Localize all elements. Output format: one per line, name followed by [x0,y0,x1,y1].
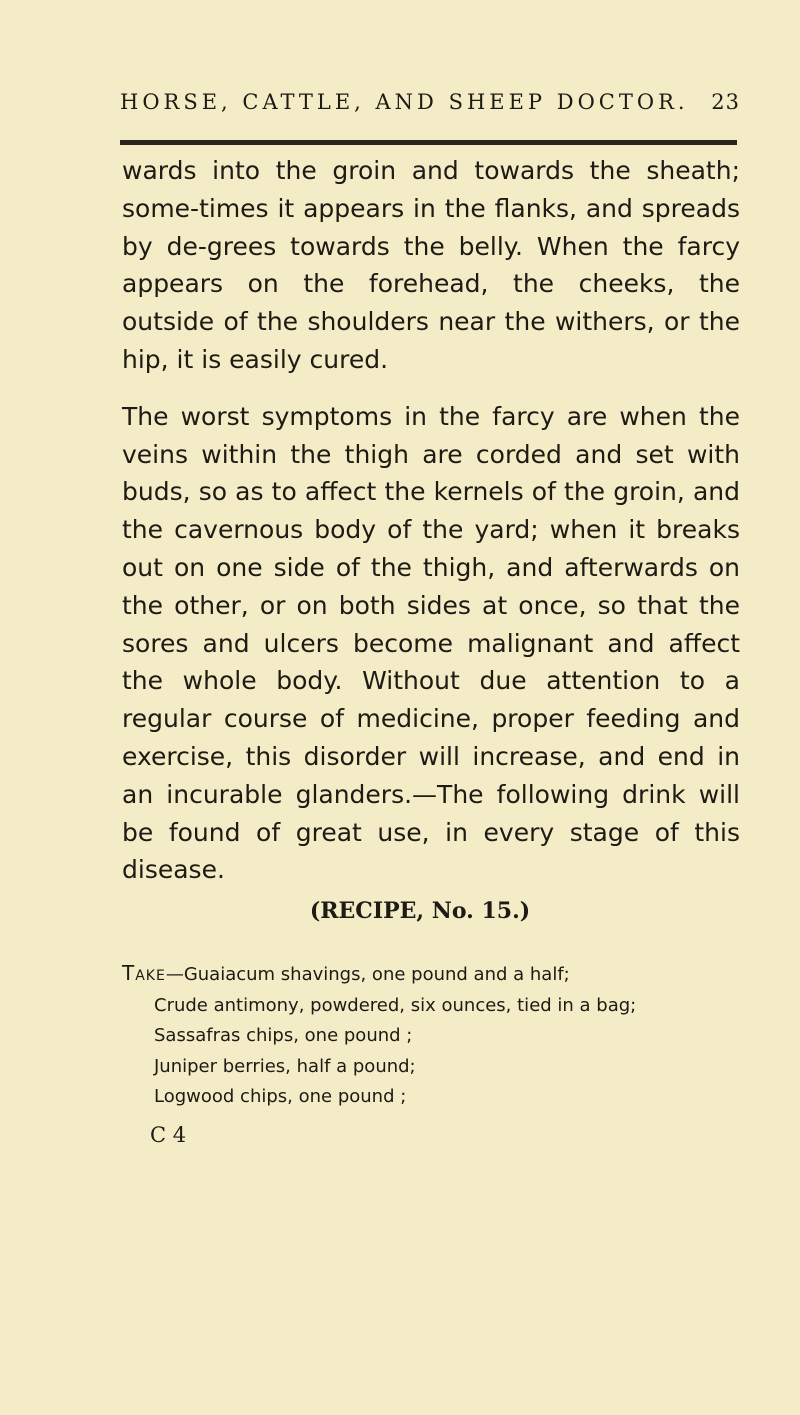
recipe-heading: (RECIPE, No. 15.) [309,898,531,924]
list-item [122,958,762,991]
body-text [122,152,740,889]
paragraph-2: The worst symptoms in the farcy are when the veins within the thigh are corded and set with buds, so as to affect the kernels of the groin, and the cavernous body of the yard; when it breaks out on one side of the thigh, and afterwards on the other, or on both sides at once, so that the sores and ulcers become malignant and affect the whole body. Without due attention to a regular course of medicine, proper feeding and exercise, this disorder will increase, and end in an incurable glanders.—The following drink will be found of great use, in every stage of this disease. [122,401,740,885]
running-head-title: HORSE, CATTLE, AND SHEEP DOCTOR. [120,90,689,114]
list-item: Logwood chips, one pound ; [154,1086,407,1107]
running-head [120,90,740,116]
list-item: Juniper berries, half a pound; [154,1055,416,1077]
list-item: Crude antimony, powdered, six ounces, tied in a bag; [154,994,637,1016]
header-rule [120,140,737,145]
list-item: Sassafras chips, one pound ; [154,1025,413,1046]
ingredient-list [122,958,762,1113]
signature-mark: C 4 [150,1123,187,1147]
take-word: Take [122,961,166,985]
paragraph-1: wards into the groin and towards the sheath; some-times it appears in the flanks, and spreads by de-grees towards the belly. When the farcy appears on the forehead, the cheeks, the outside of the shoulders near the withers, or the hip, it is easily cured. [122,156,740,374]
page-number: 23 [711,90,740,114]
ingredient-text: —Guaiacum shavings, one pound and a half; [165,964,570,985]
